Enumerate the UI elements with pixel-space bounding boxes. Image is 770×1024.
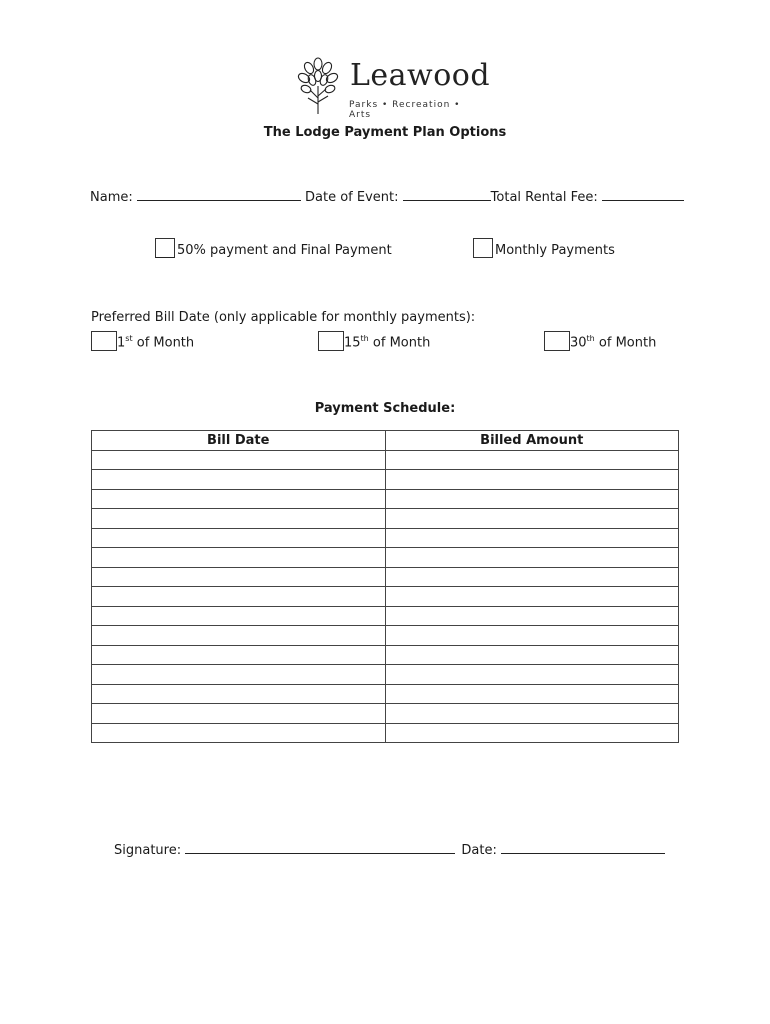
- bill-date-cell[interactable]: [92, 528, 386, 548]
- billed-amount-cell[interactable]: [385, 684, 679, 704]
- bill-date-15th-number: 15: [344, 335, 361, 351]
- bill-date-cell[interactable]: [92, 489, 386, 509]
- billed-amount-cell[interactable]: [385, 626, 679, 646]
- table-row: [92, 704, 679, 724]
- bill-date-cell[interactable]: [92, 450, 386, 470]
- billed-amount-cell[interactable]: [385, 723, 679, 743]
- billed-amount-cell[interactable]: [385, 704, 679, 724]
- bill-date-1st-number: 1: [117, 335, 126, 351]
- table-row: [92, 489, 679, 509]
- table-row: [92, 723, 679, 743]
- table-row: [92, 626, 679, 646]
- bill-date-cell[interactable]: [92, 548, 386, 568]
- table-row: [92, 470, 679, 490]
- bill-date-cell[interactable]: [92, 509, 386, 529]
- billed-amount-cell[interactable]: [385, 450, 679, 470]
- bill-date-cell[interactable]: [92, 567, 386, 587]
- name-field[interactable]: [137, 186, 301, 201]
- bill-date-cell[interactable]: [92, 665, 386, 685]
- signature-label: Signature:: [114, 843, 182, 858]
- bill-date-option-30th[interactable]: [544, 333, 656, 353]
- bill-date-cell[interactable]: [92, 684, 386, 704]
- table-row: [92, 606, 679, 626]
- bill-date-30th-number: 30: [570, 335, 587, 351]
- table-row: [92, 684, 679, 704]
- billed-amount-cell[interactable]: [385, 606, 679, 626]
- bill-date-option-1st[interactable]: [91, 333, 194, 353]
- tree-icon: [296, 56, 340, 116]
- billed-amount-cell[interactable]: [385, 665, 679, 685]
- bill-date-column-header: Bill Date: [92, 431, 386, 451]
- table-row: [92, 665, 679, 685]
- billed-amount-cell[interactable]: [385, 489, 679, 509]
- page-title: The Lodge Payment Plan Options: [263, 125, 507, 140]
- bill-date-cell[interactable]: [92, 606, 386, 626]
- table-row: [92, 587, 679, 607]
- date-field[interactable]: [501, 839, 665, 854]
- logo: [296, 56, 491, 120]
- bill-date-15th-checkbox[interactable]: [318, 331, 344, 351]
- billed-amount-cell[interactable]: [385, 509, 679, 529]
- plan-option-monthly[interactable]: [473, 240, 615, 260]
- plan-monthly-label: Monthly Payments: [495, 242, 615, 258]
- billed-amount-column-header: Billed Amount: [385, 431, 679, 451]
- date-of-event-field[interactable]: [403, 186, 491, 201]
- bill-date-1st-checkbox[interactable]: [91, 331, 117, 351]
- billed-amount-cell[interactable]: [385, 567, 679, 587]
- table-body: [92, 450, 679, 743]
- date-label: Date:: [461, 843, 497, 858]
- payment-schedule-table: [91, 430, 679, 743]
- billed-amount-cell[interactable]: [385, 470, 679, 490]
- plan-50-percent-label: 50% payment and Final Payment: [177, 242, 392, 258]
- bill-date-option-15th[interactable]: [318, 333, 430, 353]
- signature-field[interactable]: [185, 839, 455, 854]
- table-row: [92, 450, 679, 470]
- name-label: Name:: [90, 190, 133, 205]
- bill-date-30th-suffix: th: [586, 334, 595, 344]
- bill-date-cell[interactable]: [92, 626, 386, 646]
- table-row: [92, 509, 679, 529]
- bill-date-cell[interactable]: [92, 587, 386, 607]
- info-fields-row: [90, 186, 684, 205]
- bill-date-cell[interactable]: [92, 723, 386, 743]
- bill-date-label: Preferred Bill Date (only applicable for monthly payments):: [91, 310, 476, 325]
- bill-date-15th-label: of Month: [372, 335, 431, 351]
- table-header-row: [92, 431, 679, 451]
- bill-date-cell[interactable]: [92, 704, 386, 724]
- billed-amount-cell[interactable]: [385, 528, 679, 548]
- bill-date-30th-label: of Month: [598, 335, 657, 351]
- bill-date-cell[interactable]: [92, 470, 386, 490]
- table-row: [92, 528, 679, 548]
- bill-date-1st-label: of Month: [136, 335, 195, 351]
- bill-date-cell[interactable]: [92, 645, 386, 665]
- signature-row: [114, 839, 665, 858]
- bill-date-30th-checkbox[interactable]: [544, 331, 570, 351]
- bill-date-15th-suffix: th: [360, 334, 369, 344]
- date-of-event-label: Date of Event:: [305, 190, 399, 205]
- logo-tagline: Parks • Recreation • Arts: [349, 100, 461, 120]
- total-rental-fee-label: Total Rental Fee:: [490, 190, 598, 205]
- plan-50-percent-checkbox[interactable]: [155, 238, 175, 258]
- billed-amount-cell[interactable]: [385, 548, 679, 568]
- schedule-heading: Payment Schedule:: [314, 401, 456, 416]
- table-row: [92, 567, 679, 587]
- bill-date-1st-suffix: st: [125, 334, 133, 344]
- billed-amount-cell[interactable]: [385, 587, 679, 607]
- total-rental-fee-field[interactable]: [602, 186, 684, 201]
- billed-amount-cell[interactable]: [385, 645, 679, 665]
- table-row: [92, 548, 679, 568]
- logo-wordmark: Leawood: [350, 58, 491, 93]
- table-row: [92, 645, 679, 665]
- plan-monthly-checkbox[interactable]: [473, 238, 493, 258]
- plan-option-50-percent[interactable]: [155, 240, 392, 260]
